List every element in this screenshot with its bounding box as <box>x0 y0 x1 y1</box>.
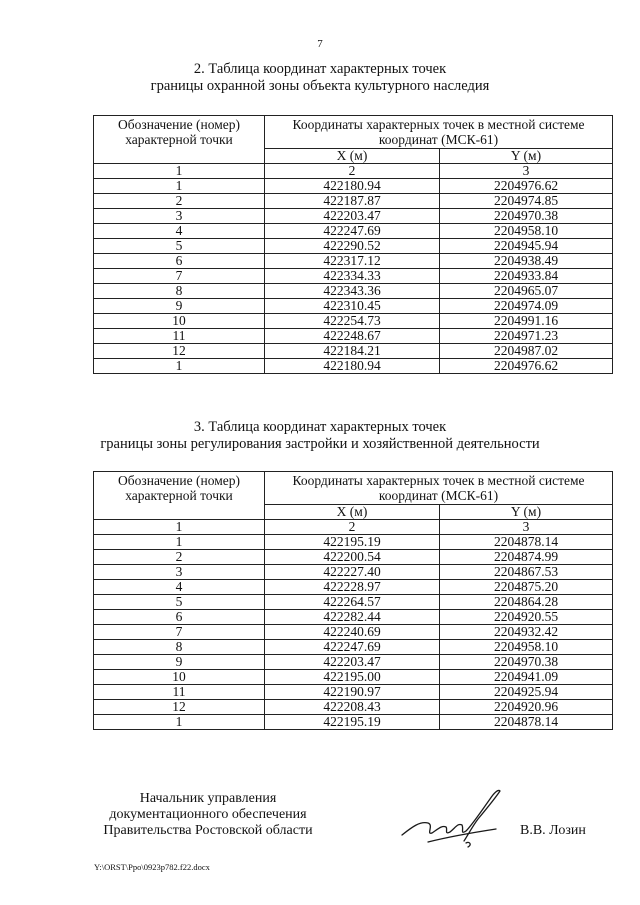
table-header-row <box>94 472 613 505</box>
column-number-row <box>94 520 613 535</box>
caption-line: 2. Таблица координат характерных точек <box>193 61 447 77</box>
page-number: 7 <box>317 38 323 50</box>
table-row <box>94 329 613 344</box>
y-coordinate: 2204970.38 <box>440 209 613 224</box>
point-number: 11 <box>94 685 265 700</box>
header-y: Y (м) <box>440 149 613 164</box>
y-coordinate: 2204941.09 <box>440 670 613 685</box>
x-coordinate: 422254.73 <box>265 314 440 329</box>
table-row <box>94 194 613 209</box>
x-coordinate: 422208.43 <box>265 700 440 715</box>
table-row <box>94 715 613 730</box>
x-coordinate: 422334.33 <box>265 269 440 284</box>
table-row <box>94 625 613 640</box>
table-caption-coordinates-heritage <box>0 61 640 95</box>
x-coordinate: 422195.19 <box>265 535 440 550</box>
point-number: 7 <box>94 625 265 640</box>
point-number: 1 <box>94 715 265 730</box>
x-coordinate: 422190.97 <box>265 685 440 700</box>
x-coordinate: 422247.69 <box>265 640 440 655</box>
signatory-position <box>92 791 324 839</box>
y-coordinate: 2204938.49 <box>440 254 613 269</box>
x-coordinate: 422264.57 <box>265 595 440 610</box>
y-coordinate: 2204867.53 <box>440 565 613 580</box>
point-number: 6 <box>94 610 265 625</box>
signatory-line: Правительства Ростовской области <box>103 823 313 838</box>
table-row <box>94 595 613 610</box>
point-number: 4 <box>94 580 265 595</box>
table-row <box>94 209 613 224</box>
point-number: 10 <box>94 670 265 685</box>
point-number: 1 <box>94 535 265 550</box>
point-number: 3 <box>94 565 265 580</box>
x-coordinate: 422195.19 <box>265 715 440 730</box>
column-number: 1 <box>94 164 265 179</box>
y-coordinate: 2204970.38 <box>440 655 613 670</box>
signatory-name: В.В. Лозин <box>520 823 586 838</box>
table-header-row <box>94 116 613 149</box>
y-coordinate: 2204874.99 <box>440 550 613 565</box>
table-row <box>94 610 613 625</box>
y-coordinate: 2204945.94 <box>440 239 613 254</box>
point-number: 12 <box>94 700 265 715</box>
x-coordinate: 422180.94 <box>265 359 440 374</box>
y-coordinate: 2204875.20 <box>440 580 613 595</box>
coordinates-table-heritage-zone <box>93 115 613 374</box>
point-number: 8 <box>94 284 265 299</box>
table-row <box>94 535 613 550</box>
signatory-line: документационного обеспечения <box>109 807 307 822</box>
point-number: 11 <box>94 329 265 344</box>
y-coordinate: 2204920.96 <box>440 700 613 715</box>
header-point-designation: Обозначение (номер) характерной точки <box>94 472 265 520</box>
y-coordinate: 2204878.14 <box>440 715 613 730</box>
caption-line: 3. Таблица координат характерных точек <box>193 419 447 435</box>
point-number: 5 <box>94 595 265 610</box>
column-number: 3 <box>440 164 613 179</box>
table-row <box>94 314 613 329</box>
y-coordinate: 2204974.09 <box>440 299 613 314</box>
table-row <box>94 269 613 284</box>
point-number: 8 <box>94 640 265 655</box>
header-coordinates: Координаты характерных точек в местной системе координат (МСК-61) <box>265 472 613 505</box>
header-point-designation: Обозначение (номер) характерной точки <box>94 116 265 164</box>
x-coordinate: 422290.52 <box>265 239 440 254</box>
y-coordinate: 2204932.42 <box>440 625 613 640</box>
y-coordinate: 2204920.55 <box>440 610 613 625</box>
table-row <box>94 700 613 715</box>
point-number: 10 <box>94 314 265 329</box>
y-coordinate: 2204971.23 <box>440 329 613 344</box>
point-number: 7 <box>94 269 265 284</box>
table-row <box>94 239 613 254</box>
x-coordinate: 422180.94 <box>265 179 440 194</box>
point-number: 2 <box>94 550 265 565</box>
x-coordinate: 422247.69 <box>265 224 440 239</box>
column-number: 1 <box>94 520 265 535</box>
y-coordinate: 2204991.16 <box>440 314 613 329</box>
table-row <box>94 224 613 239</box>
signatory-line: Начальник управления <box>139 791 277 806</box>
header-x: X (м) <box>265 505 440 520</box>
table-row <box>94 359 613 374</box>
y-coordinate: 2204976.62 <box>440 179 613 194</box>
column-number: 2 <box>265 164 440 179</box>
point-number: 3 <box>94 209 265 224</box>
header-x: X (м) <box>265 149 440 164</box>
table-row <box>94 344 613 359</box>
x-coordinate: 422317.12 <box>265 254 440 269</box>
caption-line: границы охранной зоны объекта культурного наследия <box>150 78 490 94</box>
point-number: 5 <box>94 239 265 254</box>
x-coordinate: 422343.36 <box>265 284 440 299</box>
table-row <box>94 685 613 700</box>
point-number: 12 <box>94 344 265 359</box>
table-row <box>94 670 613 685</box>
x-coordinate: 422203.47 <box>265 655 440 670</box>
table-row <box>94 655 613 670</box>
x-coordinate: 422184.21 <box>265 344 440 359</box>
x-coordinate: 422195.00 <box>265 670 440 685</box>
x-coordinate: 422310.45 <box>265 299 440 314</box>
table-row <box>94 565 613 580</box>
file-path: Y:\ORST\Ppo\0923p782.f22.docx <box>94 862 210 872</box>
y-coordinate: 2204958.10 <box>440 224 613 239</box>
table-row <box>94 550 613 565</box>
point-number: 6 <box>94 254 265 269</box>
y-coordinate: 2204976.62 <box>440 359 613 374</box>
y-coordinate: 2204965.07 <box>440 284 613 299</box>
table-caption-coordinates-regulation <box>0 419 640 453</box>
x-coordinate: 422227.40 <box>265 565 440 580</box>
y-coordinate: 2204958.10 <box>440 640 613 655</box>
y-coordinate: 2204933.84 <box>440 269 613 284</box>
x-coordinate: 422240.69 <box>265 625 440 640</box>
point-number: 1 <box>94 359 265 374</box>
x-coordinate: 422228.97 <box>265 580 440 595</box>
table-row <box>94 580 613 595</box>
column-number: 3 <box>440 520 613 535</box>
x-coordinate: 422200.54 <box>265 550 440 565</box>
x-coordinate: 422203.47 <box>265 209 440 224</box>
point-number: 4 <box>94 224 265 239</box>
table-row <box>94 179 613 194</box>
header-y: Y (м) <box>440 505 613 520</box>
x-coordinate: 422248.67 <box>265 329 440 344</box>
y-coordinate: 2204925.94 <box>440 685 613 700</box>
point-number: 9 <box>94 655 265 670</box>
coordinates-table-regulation-zone <box>93 471 613 730</box>
header-coordinates: Координаты характерных точек в местной системе координат (МСК-61) <box>265 116 613 149</box>
column-number: 2 <box>265 520 440 535</box>
y-coordinate: 2204878.14 <box>440 535 613 550</box>
x-coordinate: 422187.87 <box>265 194 440 209</box>
table-row <box>94 254 613 269</box>
handwritten-signature <box>398 785 510 855</box>
y-coordinate: 2204987.02 <box>440 344 613 359</box>
point-number: 1 <box>94 179 265 194</box>
table-row <box>94 284 613 299</box>
point-number: 9 <box>94 299 265 314</box>
caption-line: границы зоны регулирования застройки и хозяйственной деятельности <box>100 436 540 452</box>
x-coordinate: 422282.44 <box>265 610 440 625</box>
y-coordinate: 2204974.85 <box>440 194 613 209</box>
y-coordinate: 2204864.28 <box>440 595 613 610</box>
table-row <box>94 299 613 314</box>
table-row <box>94 640 613 655</box>
column-number-row <box>94 164 613 179</box>
point-number: 2 <box>94 194 265 209</box>
